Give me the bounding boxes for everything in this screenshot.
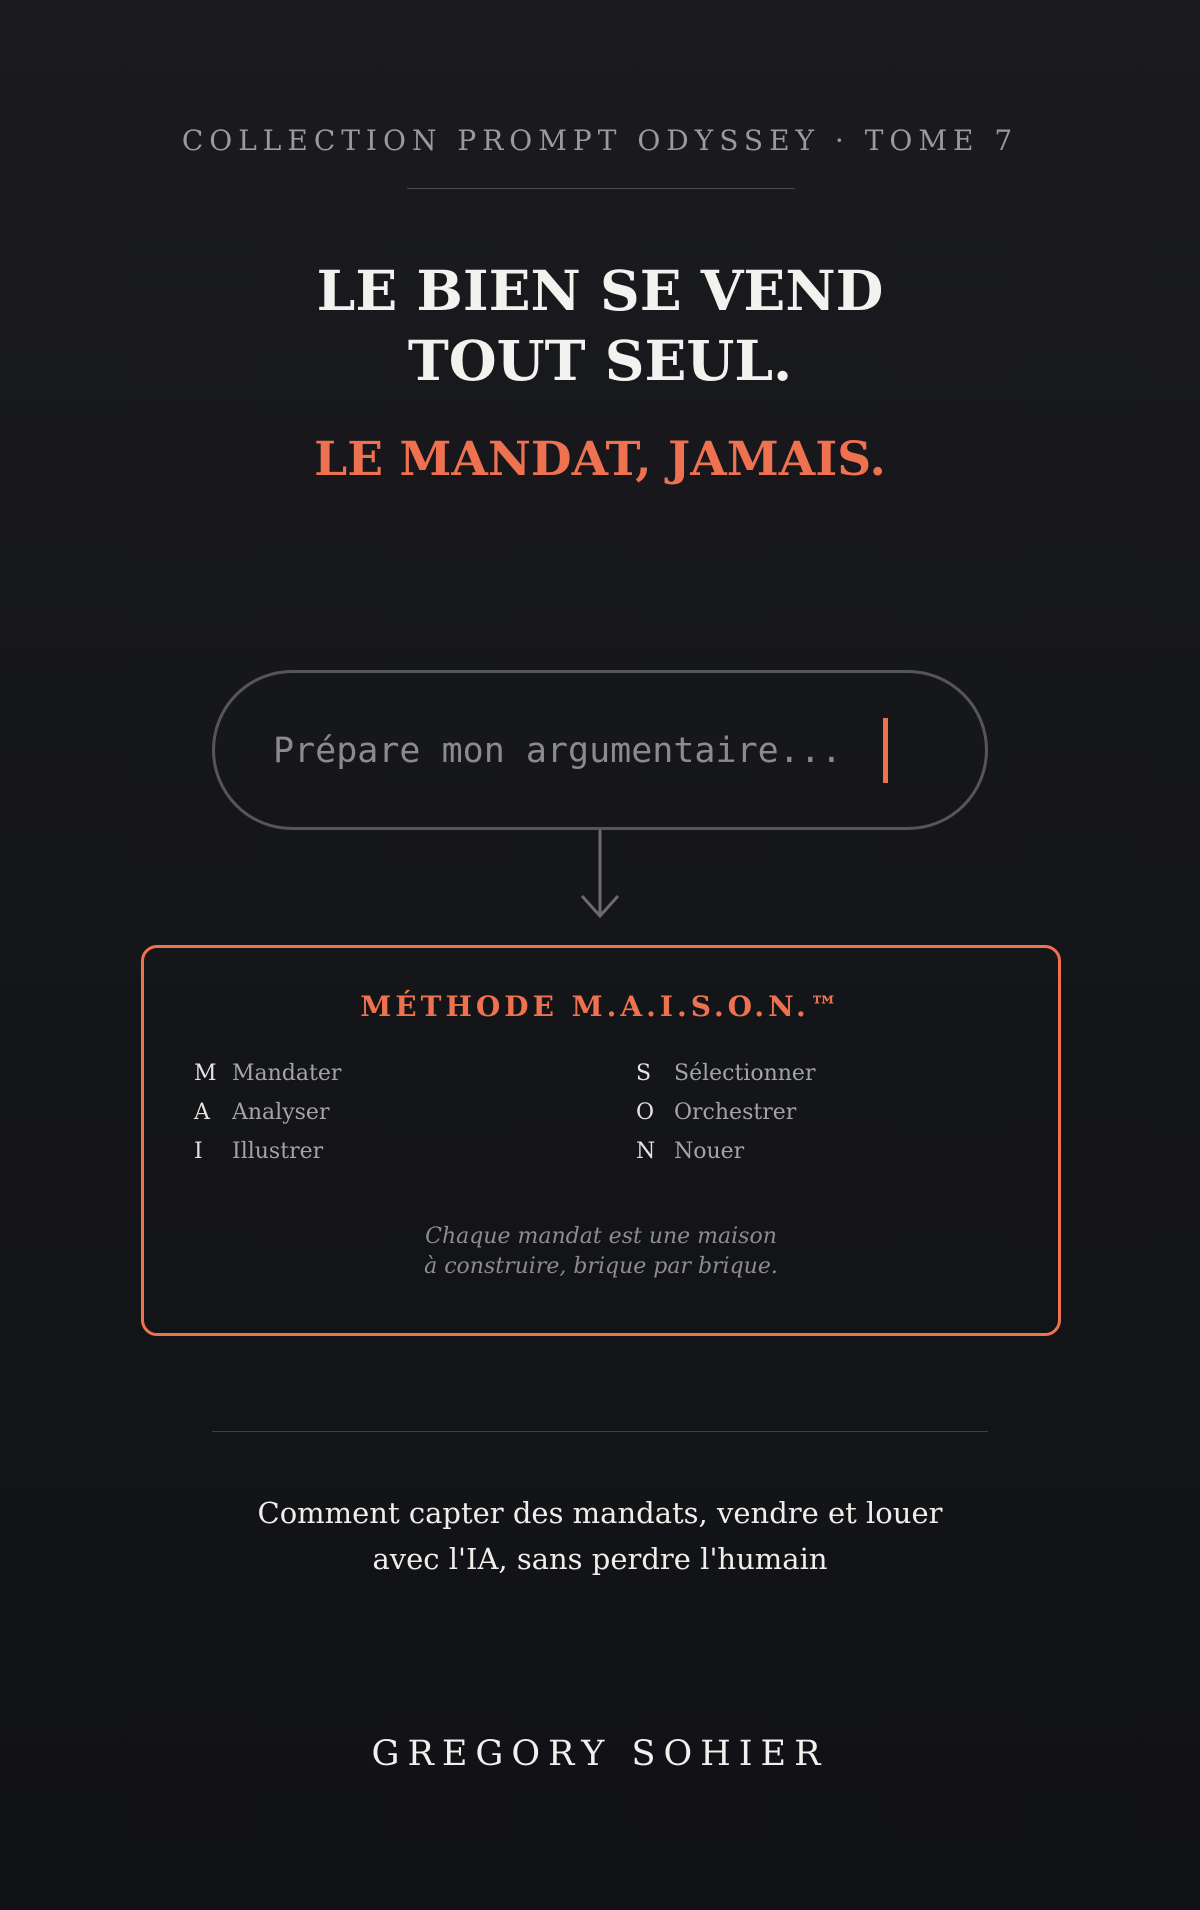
author-name: GREGORY SOHIER bbox=[371, 1734, 829, 1774]
tagline bbox=[0, 1490, 1200, 1582]
series-label: COLLECTION PROMPT ODYSSEY · TOME 7 bbox=[181, 124, 1019, 157]
tagline-line-2: avec l'IA, sans perdre l'humain bbox=[372, 1542, 828, 1576]
title-line-2: TOUT SEUL. bbox=[407, 328, 793, 393]
method-word: Sélectionner bbox=[674, 1061, 816, 1086]
method-letter: M bbox=[194, 1061, 217, 1086]
method-item-s bbox=[636, 1060, 815, 1088]
method-item-i bbox=[194, 1138, 323, 1166]
book-subtitle: LE MANDAT, JAMAIS. bbox=[314, 432, 886, 487]
prompt-text: Prépare mon argumentaire... bbox=[273, 731, 842, 771]
method-word: Orchestrer bbox=[674, 1100, 797, 1125]
method-quote bbox=[141, 1222, 1061, 1282]
method-letter: A bbox=[194, 1100, 210, 1125]
method-letter: S bbox=[636, 1061, 652, 1086]
text-cursor bbox=[883, 718, 888, 783]
method-word: Analyser bbox=[232, 1100, 330, 1125]
method-word: Illustrer bbox=[232, 1139, 324, 1164]
method-item-m bbox=[194, 1060, 341, 1088]
top-divider bbox=[407, 188, 795, 189]
method-letter: I bbox=[194, 1139, 203, 1164]
method-word: Nouer bbox=[674, 1139, 745, 1164]
method-letter: N bbox=[636, 1139, 656, 1164]
method-item-a bbox=[194, 1099, 329, 1127]
method-title: MÉTHODE M.A.I.S.O.N.™ bbox=[360, 990, 842, 1023]
method-item-o bbox=[636, 1099, 796, 1127]
method-letter: O bbox=[636, 1100, 655, 1125]
quote-line-1: Chaque mandat est une maison bbox=[425, 1224, 777, 1249]
bottom-divider bbox=[212, 1431, 988, 1432]
quote-line-2: à construire, brique par brique. bbox=[424, 1254, 778, 1279]
method-word: Mandater bbox=[232, 1061, 342, 1086]
tagline-line-1: Comment capter des mandats, vendre et louer bbox=[257, 1496, 943, 1530]
title-line-1: LE BIEN SE VEND bbox=[316, 258, 884, 323]
arrow-down-icon bbox=[580, 830, 620, 920]
method-item-n bbox=[636, 1138, 744, 1166]
book-title bbox=[0, 256, 1200, 396]
